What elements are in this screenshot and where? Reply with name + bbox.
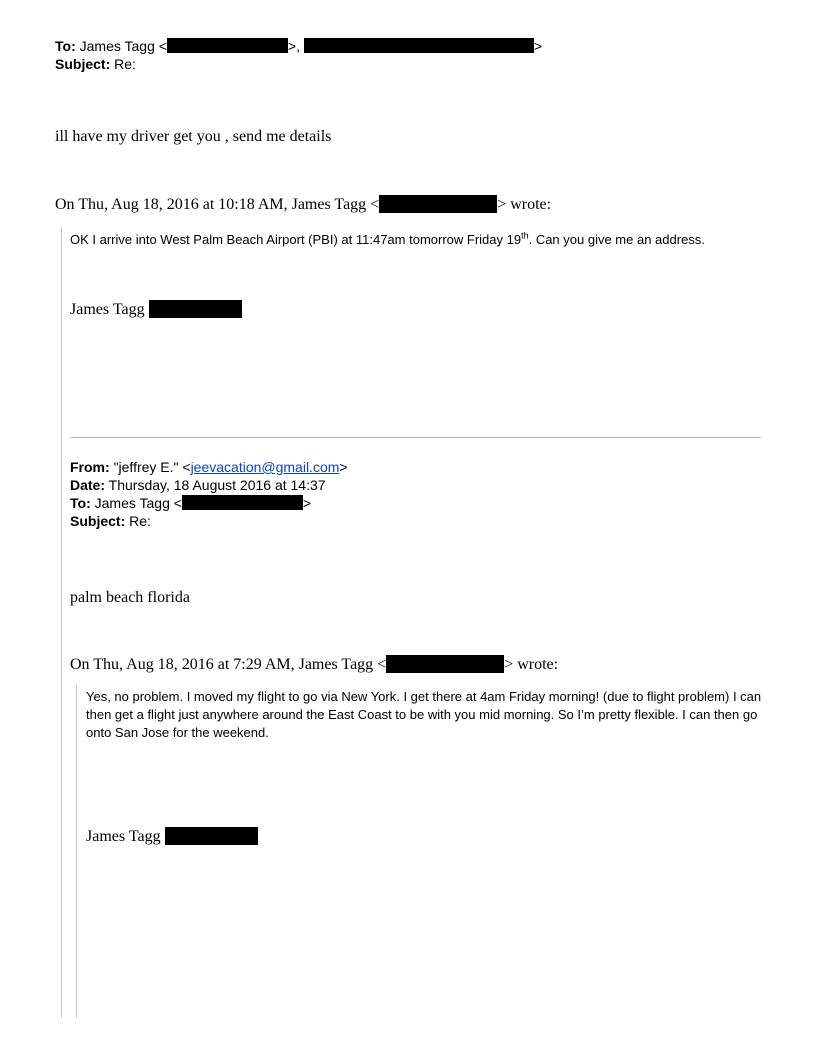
redaction-box [379,195,497,213]
email-header-2 [70,458,348,530]
subject-line [70,512,348,530]
email-header-1 [55,37,542,73]
to-line [70,494,348,512]
redaction-box [167,38,288,53]
quote-attribution-1 [55,195,551,215]
date-label: Date: [70,477,106,493]
attribution-text: On Thu, Aug 18, 2016 at 7:29 AM, James Tagg < [70,656,387,673]
quote-body-1 [70,231,770,249]
divider [70,437,761,438]
attribution-text: On Thu, Aug 18, 2016 at 10:18 AM, James Tagg < [55,196,380,213]
to-separator: >, [287,38,300,54]
ordinal-suffix: th [521,230,529,241]
attribution-wrote: > wrote: [504,656,559,673]
subject-label: Subject: [55,56,111,72]
redaction-box [149,300,242,318]
date-line [70,476,348,494]
from-label: From: [70,459,110,475]
attribution-wrote: > wrote: [497,196,552,213]
signature-1 [70,300,242,320]
subject-line [55,55,542,73]
quote-attribution-2 [70,655,558,675]
to-label: To: [55,38,76,54]
to-end: > [302,495,312,511]
subject-text: Re: [129,513,151,529]
quote-bar-outer [61,226,62,1018]
date-text: Thursday, 18 August 2016 at 14:37 [108,477,326,493]
quote-text: OK I arrive into West Palm Beach Airport (PBI) at 11:47am tomorrow Friday 19 [70,232,522,247]
to-line [55,37,542,55]
to-name: James Tagg < [94,495,182,511]
from-end: > [339,459,348,475]
redaction-box [182,495,303,510]
subject-text: Re: [114,56,136,72]
quote-text-end: . Can you give me an address. [528,232,705,247]
quote-body-2: Yes, no problem. I moved my flight to go via New York. I get there at 4am Friday morning! (due to flight problem) I can then get a flight just anywhere around the East Coast to be with you mid morning. So I’m pretty flexible. I can then go onto San Jose for the weekend. [86,689,762,740]
signature-2 [86,827,258,847]
subject-label: Subject: [70,513,126,529]
redaction-box [304,38,534,53]
to-name: James Tagg < [79,38,167,54]
quote-bar-inner [76,685,77,1018]
signature-name: James Tagg [70,301,145,318]
to-label: To: [70,495,91,511]
from-line [70,458,348,476]
to-end: > [533,38,543,54]
redaction-box [386,655,504,673]
reply-body-1: ill have my driver get you , send me details [55,128,332,145]
signature-name: James Tagg [86,828,161,845]
reply-body-2: palm beach florida [70,589,190,606]
redaction-box [165,827,258,845]
from-name: "jeffrey E." < [113,459,191,475]
from-email-link[interactable]: jeevacation@gmail.com [190,459,340,475]
